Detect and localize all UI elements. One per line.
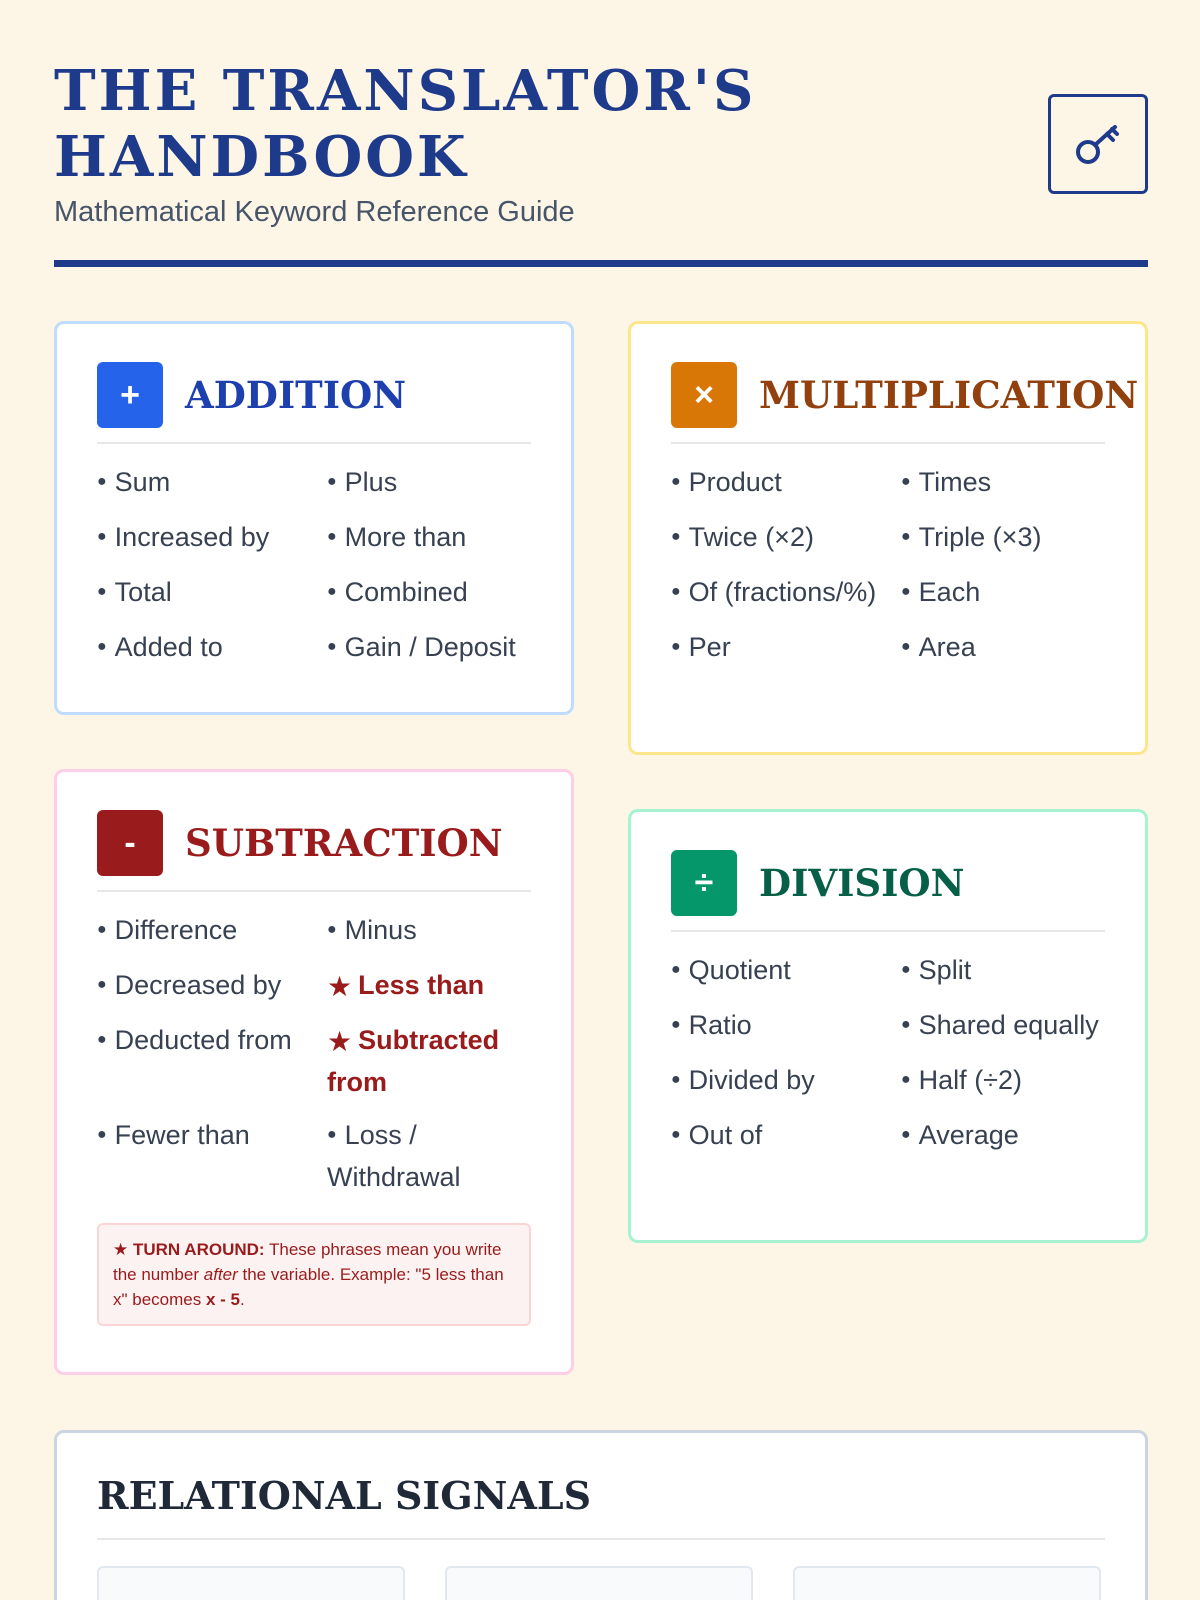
relational-column [97, 1566, 405, 1600]
term-item: ● Plus [327, 467, 398, 497]
star-icon: ★ [327, 970, 353, 1002]
term-item: ● Loss / Withdrawal [327, 1119, 461, 1192]
term-item: ● Difference [97, 915, 238, 945]
page-subtitle: Mathematical Keyword Reference Guide [54, 196, 575, 228]
term-item: ● Fewer than [97, 1119, 250, 1150]
subtraction-terms [97, 910, 531, 1197]
note-example: x - 5 [205, 1289, 241, 1309]
term-item-highlighted: ★ Less than [327, 969, 485, 1002]
relational-column [445, 1566, 753, 1600]
addition-title: ADDITION [185, 373, 407, 417]
key-icon-box [1048, 94, 1148, 194]
division-header [671, 850, 1105, 932]
relational-signals-card [54, 1430, 1148, 1600]
term-item: ● Triple (×3) [901, 521, 1042, 552]
divide-icon: ÷ [671, 850, 737, 916]
page-title: THE TRANSLATOR'S HANDBOOK [54, 58, 757, 190]
note-text: These phrases mean you write the number [113, 1239, 502, 1284]
multiplication-header [671, 362, 1139, 444]
term-item: ● Ratio [671, 1009, 752, 1040]
term-item: ● Area [901, 631, 976, 662]
subtraction-card [54, 769, 574, 1375]
addition-header [97, 362, 531, 444]
subtraction-header [97, 810, 531, 892]
plus-icon: + [97, 362, 163, 428]
term-item-highlighted: ★ Subtracted from [327, 1024, 500, 1097]
term-item: ● Sum [97, 467, 171, 497]
relational-columns [97, 1566, 1105, 1600]
star-icon: ★ [113, 1239, 129, 1259]
relational-column [793, 1566, 1101, 1600]
term-item: ● Twice (×2) [671, 521, 814, 552]
term-item: ● Out of [671, 1119, 763, 1150]
term-item: ● Deducted from [97, 1024, 292, 1055]
term-item: ● Per [671, 631, 731, 662]
addition-terms [97, 462, 531, 669]
multiplication-terms [671, 462, 1105, 669]
key-icon [1071, 117, 1125, 171]
star-icon: ★ [327, 1025, 353, 1057]
term-item: ● Minus [327, 915, 417, 945]
term-item: ● More than [327, 521, 467, 552]
term-item: ● Gain / Deposit [327, 631, 516, 662]
term-item: ● Quotient [671, 955, 791, 985]
turn-around-note: ★ TURN AROUND: These phrases mean you write the number after the variable. Example: "5 less than x" becomes x - 5. [97, 1223, 531, 1326]
term-item: ● Each [901, 576, 981, 607]
term-item: ● Total [97, 576, 172, 607]
term-item: ● Shared equally [901, 1009, 1099, 1040]
term-item: ● Added to [97, 631, 223, 662]
note-emphasis: after [203, 1264, 238, 1284]
division-card [628, 809, 1148, 1243]
subtraction-title: SUBTRACTION [185, 821, 503, 865]
term-item: ● Half (÷2) [901, 1064, 1023, 1095]
multiplication-title: MULTIPLICATION [759, 373, 1139, 417]
header-divider [54, 260, 1148, 267]
addition-card [54, 321, 574, 715]
page-header [54, 58, 1148, 268]
relational-title: RELATIONAL SIGNALS [97, 1473, 1105, 1540]
term-item: ● Average [901, 1119, 1019, 1150]
term-item: ● Product [671, 467, 782, 497]
multiplication-card [628, 321, 1148, 755]
term-item: ● Divided by [671, 1064, 815, 1095]
division-title: DIVISION [759, 861, 965, 905]
term-item: ● Split [901, 955, 972, 985]
term-item: ● Of (fractions/%) [671, 576, 877, 607]
note-text: the variable. Example: "5 less than x" becomes [113, 1264, 504, 1309]
division-terms [671, 950, 1105, 1157]
note-label: TURN AROUND: [132, 1239, 265, 1259]
times-icon: × [671, 362, 737, 428]
term-item: ● Increased by [97, 521, 270, 552]
term-item: ● Times [901, 467, 992, 497]
term-item: ● Decreased by [97, 969, 282, 1000]
minus-icon: - [97, 810, 163, 876]
term-item: ● Combined [327, 576, 468, 607]
